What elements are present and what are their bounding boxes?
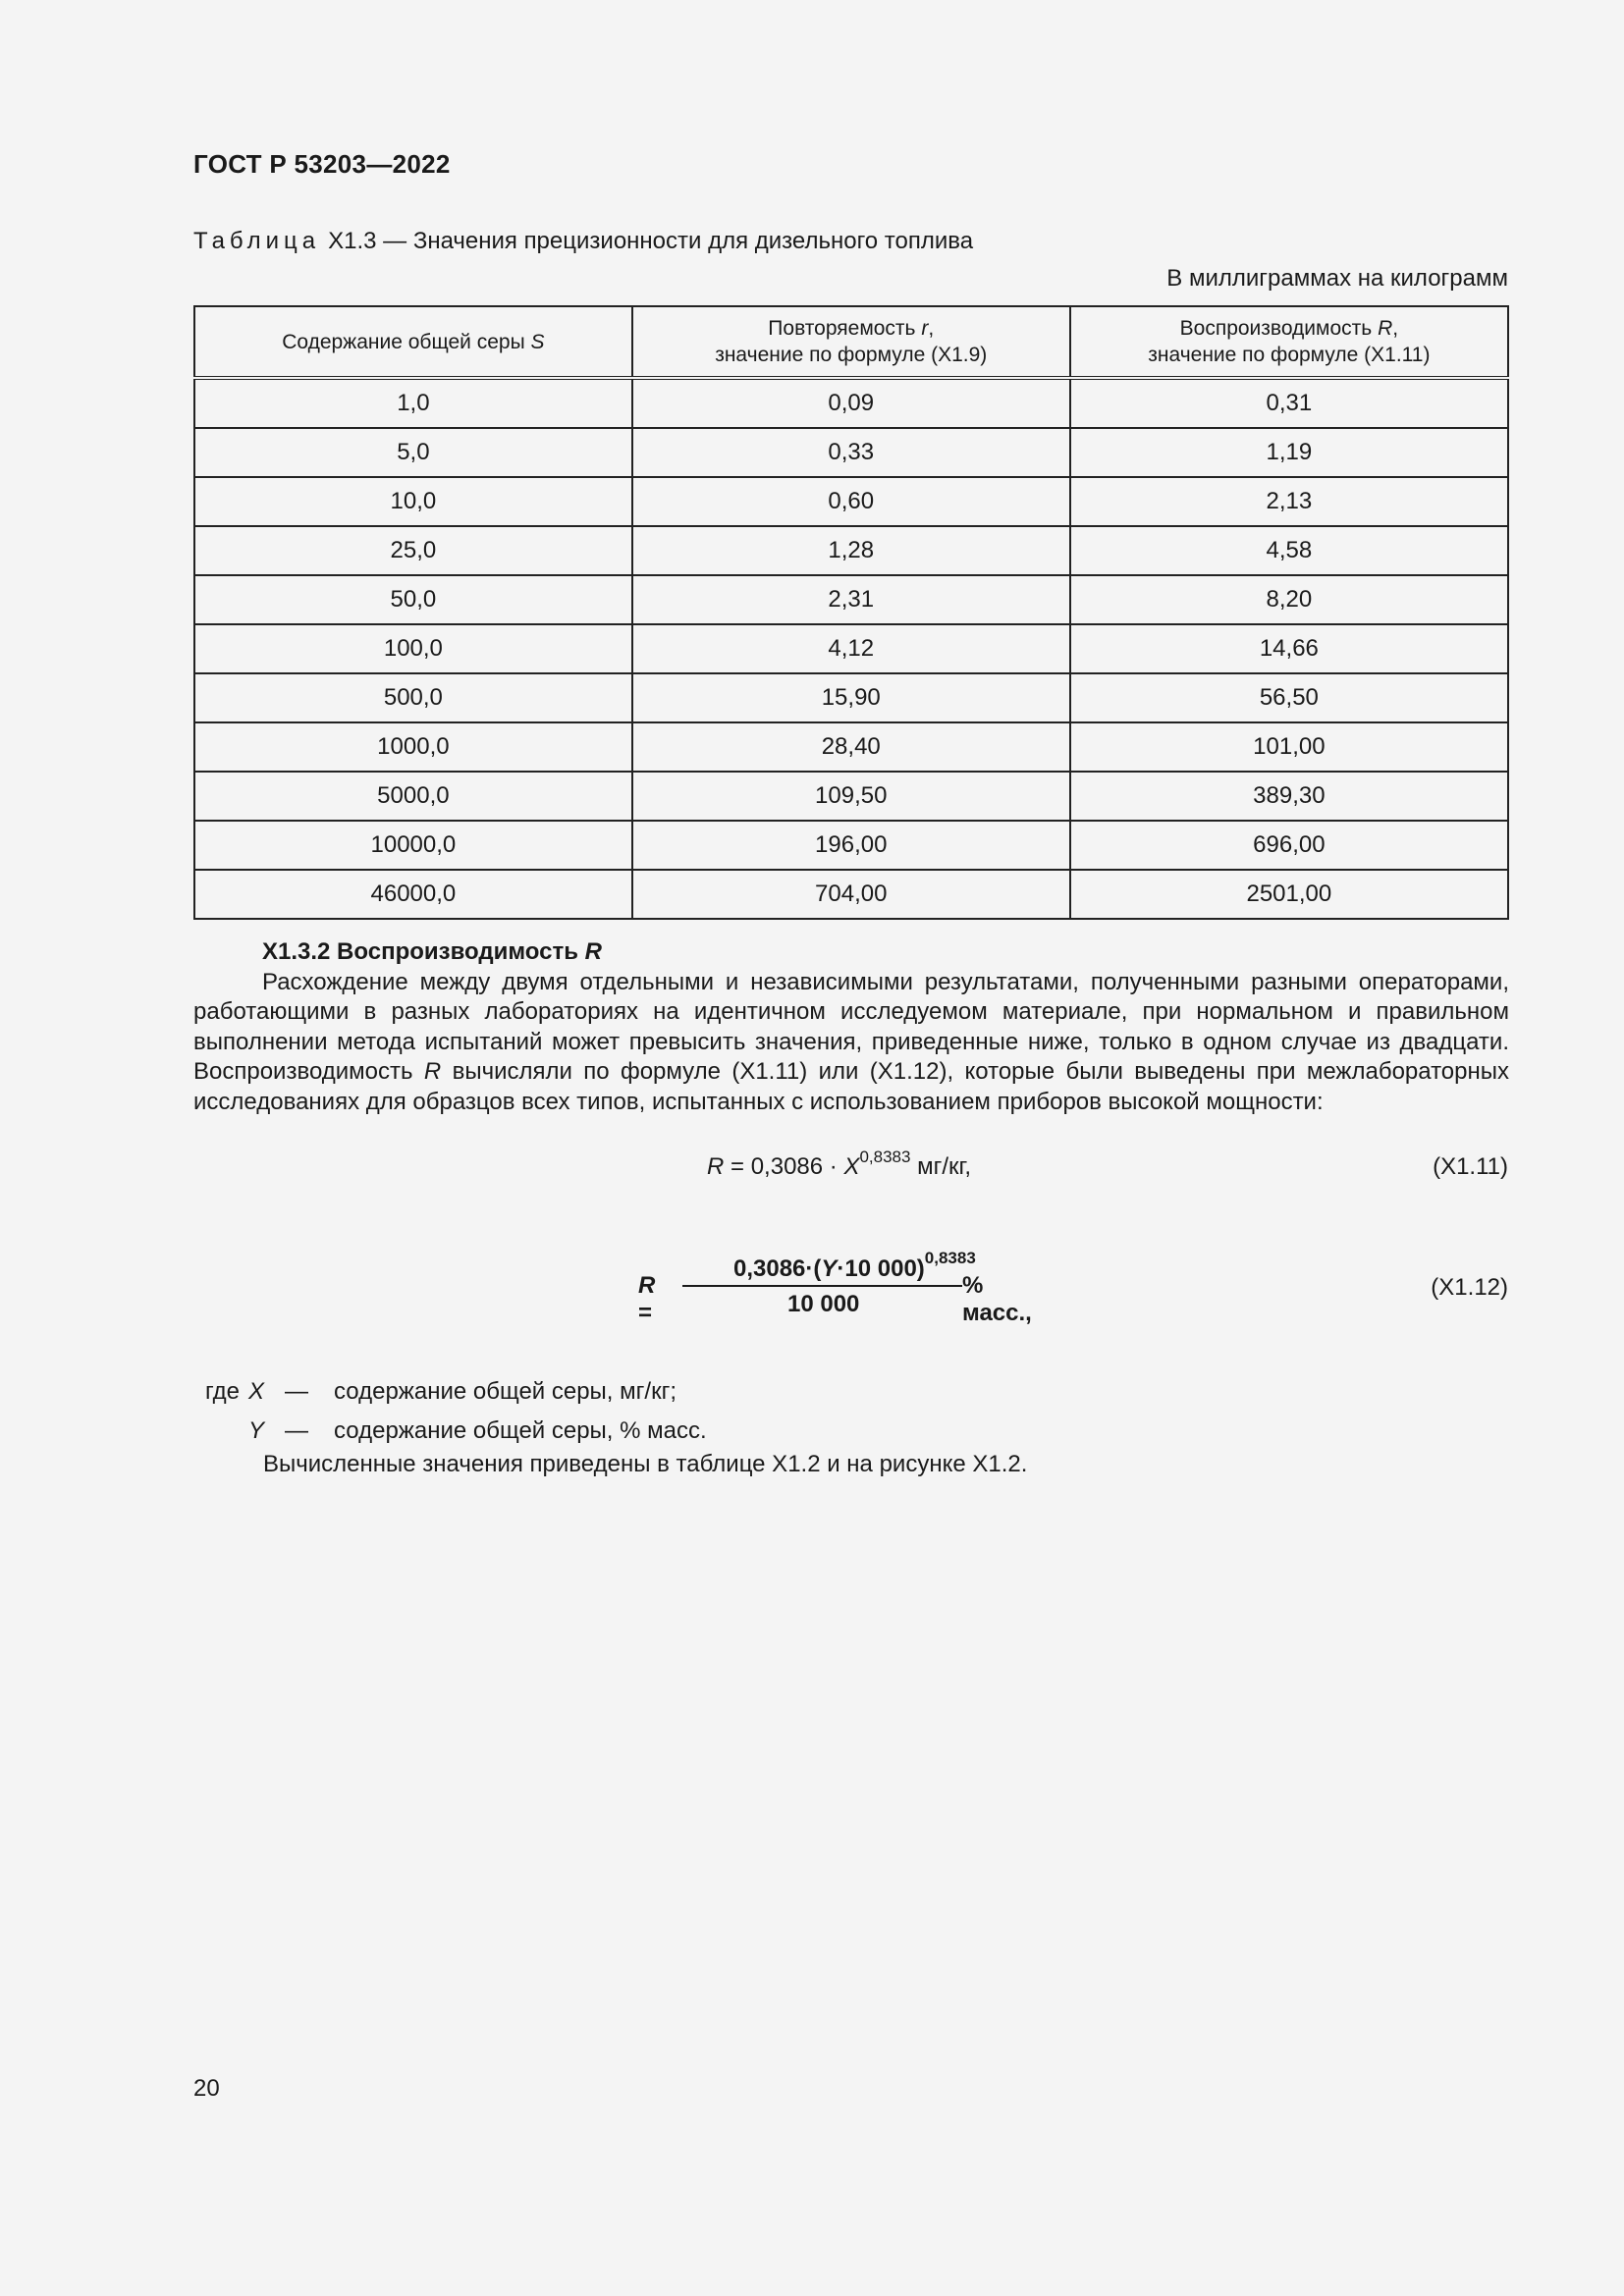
cell-reproducibility: 101,00 bbox=[1070, 722, 1508, 772]
cell-reproducibility: 1,19 bbox=[1070, 428, 1508, 477]
formula2-rhs: % масс., bbox=[962, 1272, 1032, 1326]
table-header-row bbox=[194, 306, 1508, 378]
where-dash: — bbox=[285, 1417, 308, 1444]
section-reproducibility bbox=[193, 937, 1509, 1117]
table-caption bbox=[193, 228, 973, 255]
cell-reproducibility: 0,31 bbox=[1070, 378, 1508, 428]
table-row bbox=[194, 722, 1508, 772]
section-paragraph: Расхождение между двумя отдельными и независимыми результатами, полученными разными операторами, работающими в разных лабораториях на идентичном исследуемом материале, при нормальном и правильном выполнении метода испытаний может превысить значения, приведенные ниже, только в одном случае из двадцати. Воспроизводимость R вычисляли по формуле (X1.11) или (X1.12), которые были выведены при межлабораторных исследованиях для образцов всех типов, испытанных с использованием приборов высокой мощности: bbox=[193, 968, 1510, 1115]
table-row bbox=[194, 428, 1508, 477]
cell-repeatability: 28,40 bbox=[632, 722, 1070, 772]
calculated-values-note: Вычисленные значения приведены в таблице X1.2 и на рисунке X1.2. bbox=[263, 1451, 1028, 1477]
cell-sulfur: 25,0 bbox=[194, 526, 632, 575]
table-row bbox=[194, 575, 1508, 624]
table-units: В миллиграммах на килограмм bbox=[1166, 265, 1508, 292]
column-header-sulfur: Содержание общей серы S bbox=[194, 306, 632, 378]
cell-sulfur: 5000,0 bbox=[194, 772, 632, 821]
fraction-bar bbox=[682, 1285, 962, 1287]
cell-repeatability: 704,00 bbox=[632, 870, 1070, 919]
where-text: содержание общей серы, мг/кг; bbox=[334, 1378, 677, 1405]
table-row bbox=[194, 477, 1508, 526]
where-symbol: X bbox=[248, 1378, 265, 1405]
table-row bbox=[194, 821, 1508, 870]
where-text: содержание общей серы, % масс. bbox=[334, 1417, 707, 1444]
cell-sulfur: 5,0 bbox=[194, 428, 632, 477]
table-row bbox=[194, 526, 1508, 575]
cell-reproducibility: 4,58 bbox=[1070, 526, 1508, 575]
cell-repeatability: 0,33 bbox=[632, 428, 1070, 477]
cell-repeatability: 2,31 bbox=[632, 575, 1070, 624]
table-caption-text: X1.3 — Значения прецизионности для дизельного топлива bbox=[328, 228, 974, 254]
cell-repeatability: 0,09 bbox=[632, 378, 1070, 428]
where-label: где bbox=[205, 1378, 241, 1405]
cell-reproducibility: 56,50 bbox=[1070, 673, 1508, 722]
cell-repeatability: 1,28 bbox=[632, 526, 1070, 575]
cell-sulfur: 500,0 bbox=[194, 673, 632, 722]
cell-reproducibility: 14,66 bbox=[1070, 624, 1508, 673]
table-row bbox=[194, 673, 1508, 722]
cell-repeatability: 109,50 bbox=[632, 772, 1070, 821]
table-row bbox=[194, 772, 1508, 821]
table-caption-prefix: Таблица bbox=[193, 228, 321, 254]
cell-reproducibility: 2501,00 bbox=[1070, 870, 1508, 919]
column-header-reproducibility: Воспроизводимость R, значение по формуле (X1.11) bbox=[1070, 306, 1508, 378]
formula-number-x1-11: (X1.11) bbox=[1433, 1153, 1508, 1180]
table-row bbox=[194, 624, 1508, 673]
cell-sulfur: 1,0 bbox=[194, 378, 632, 428]
formula2-denominator: 10 000 bbox=[787, 1291, 860, 1317]
cell-repeatability: 15,90 bbox=[632, 673, 1070, 722]
cell-sulfur: 10000,0 bbox=[194, 821, 632, 870]
formula2-lhs: R = bbox=[638, 1272, 656, 1326]
cell-repeatability: 196,00 bbox=[632, 821, 1070, 870]
formula-x1-11: $R = 0,3086 \cdot X^{0,8383}$ мг/кг, bbox=[707, 1148, 972, 1180]
cell-reproducibility: 389,30 bbox=[1070, 772, 1508, 821]
precision-table bbox=[193, 305, 1509, 920]
where-dash: — bbox=[285, 1378, 308, 1405]
cell-repeatability: 0,60 bbox=[632, 477, 1070, 526]
where-symbol: Y bbox=[248, 1417, 265, 1444]
document-header: ГОСТ Р 53203—2022 bbox=[193, 149, 451, 179]
formula-number-x1-12: (X1.12) bbox=[1431, 1274, 1508, 1301]
formula2-numerator: 0,3086·(Y·10 000)$^{0,8383}$ bbox=[733, 1249, 976, 1282]
cell-sulfur: 100,0 bbox=[194, 624, 632, 673]
cell-reproducibility: 2,13 bbox=[1070, 477, 1508, 526]
table-body bbox=[194, 378, 1508, 919]
cell-sulfur: 10,0 bbox=[194, 477, 632, 526]
cell-repeatability: 4,12 bbox=[632, 624, 1070, 673]
column-header-repeatability: Повторяемость r, значение по формуле (X1.9) bbox=[632, 306, 1070, 378]
cell-sulfur: 46000,0 bbox=[194, 870, 632, 919]
section-heading: X1.3.2 Воспроизводимость R bbox=[262, 938, 602, 965]
cell-reproducibility: 696,00 bbox=[1070, 821, 1508, 870]
cell-sulfur: 50,0 bbox=[194, 575, 632, 624]
cell-reproducibility: 8,20 bbox=[1070, 575, 1508, 624]
cell-sulfur: 1000,0 bbox=[194, 722, 632, 772]
table-row bbox=[194, 378, 1508, 428]
page-number: 20 bbox=[193, 2075, 220, 2102]
table-row bbox=[194, 870, 1508, 919]
